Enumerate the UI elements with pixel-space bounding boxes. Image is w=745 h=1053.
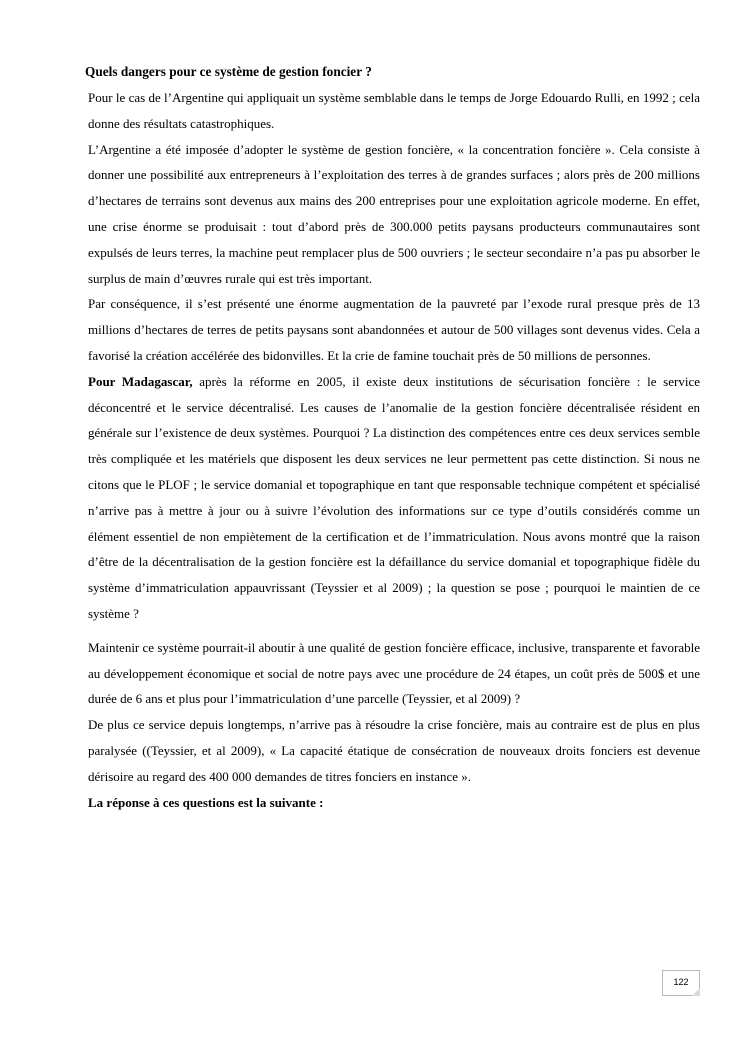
section-title: Quels dangers pour ce système de gestion foncier ? xyxy=(85,64,372,79)
document-body xyxy=(85,60,700,815)
madagascar-lead: Pour Madagascar, xyxy=(88,373,193,389)
paragraph-madagascar xyxy=(88,369,700,627)
madagascar-text: après la réforme en 2005, il existe deux institutions de sécurisation foncière : le service déconcentré et le service décentralisé. Les causes de l’anomalie de la gestion foncière décentralisée résident en générale sur l’existence de deux systèmes. Pourquoi ? La distinction des compétences entre ces deux services semble très compliquée et les matériels que disposent les deux services ne leur permettent pas cette distinction. Si nous ne citons que le PLOF ; le service domanial et topographique en tant que responsable technique compétent et spécialisé n’arrive pas à mettre à jour ou à suivre l’évolution des informations sur ce type d’outils considérés comme un élément essentiel de non empiètement de la certification et de l’immatriculation. Nous avons montré que la raison d’être de la décentralisation de la gestion foncière est la défaillance du service domanial et topographique fidèle du système d’immatriculation appauvrissant (Teyssier et al 2009) ; la question se pose ; pourquoi le maintien de ce système ? xyxy=(88,373,700,621)
paragraph-service-crisis: De plus ce service depuis longtemps, n’arrive pas à résoudre la crise foncière, mais au contraire est de plus en plus paralysée ((Teyssier, et al 2009), « La capacité étatique de consécration de nouveaux droits fonciers est devenue dérisoire au regard des 400 000 demandes de titres fonciers en instance ». xyxy=(88,717,700,784)
paragraph-argentina-concentration: L’Argentine a été imposée d’adopter le système de gestion foncière, « la concentration foncière ». Cela consiste à donner une possibilité aux entrepreneurs à l’exploitation des terres à de grandes surfaces ; alors près de 200 millions d’hectares de terrains sont devenus aux mains des 200 entreprises pour une exploitation agricole moderne. En effet, une crise énorme se produisait : tout d’abord près de 300.000 petits paysans producteurs communautaires sont expulsés de leurs terres, la machine peut remplacer plus de 500 ouvriers ; le secteur secondaire n’a pas pu absorber le surplus de main d’œuvres rurale qui est très important. xyxy=(88,141,700,286)
closing-statement: La réponse à ces questions est la suivante : xyxy=(88,794,324,810)
paragraph-argentina-intro: Pour le cas de l’Argentine qui appliquait un système semblable dans le temps de Jorge Edouardo Rulli, en 1992 ; cela donne des résultats catastrophiques. xyxy=(88,90,700,131)
paragraph-consequences: Par conséquence, il s’est présenté une énorme augmentation de la pauvreté par l’exode rural presque près de 13 millions d’hectares de terres de petits paysans sont abandonnées et autour de 500 villages sont devenus vides. Cela a favorisé la création accélérée des bidonvilles. Et la crie de famine touchait près de 50 millions de personnes. xyxy=(88,296,700,363)
paragraph-question: Maintenir ce système pourrait-il aboutir à une qualité de gestion foncière efficace, inclusive, transparente et favorable au développement économique et social de notre pays avec une procédure de 24 étapes, un coût près de 500$ et une durée de 6 ans et plus pour l’immatriculation d’une parcelle (Teyssier, et al 2009) ? xyxy=(88,639,700,707)
page-number: 122 xyxy=(662,970,700,996)
